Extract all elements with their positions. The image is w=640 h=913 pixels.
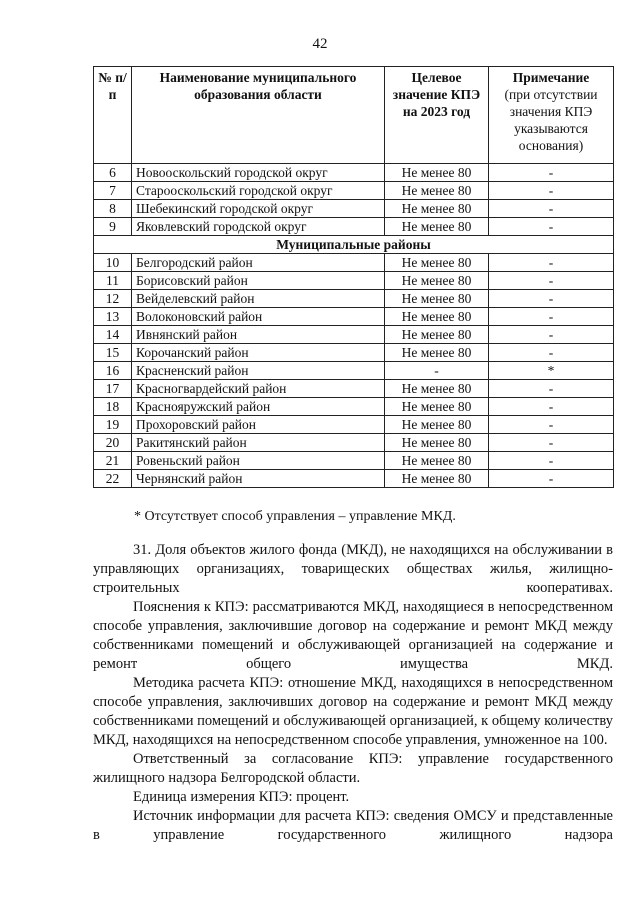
- body-text: [93, 541, 613, 845]
- row-number: 13: [94, 308, 132, 326]
- row-number: 20: [94, 434, 132, 452]
- table-row: [94, 164, 614, 182]
- table-row: [94, 290, 614, 308]
- row-value: Не менее 80: [385, 344, 489, 362]
- row-name: Прохоровский район: [132, 416, 385, 434]
- row-number: 11: [94, 272, 132, 290]
- header-target: Целевое значение КПЭ на 2023 год: [385, 67, 489, 164]
- row-value: Не менее 80: [385, 290, 489, 308]
- row-value: Не менее 80: [385, 200, 489, 218]
- row-value: Не менее 80: [385, 308, 489, 326]
- row-name: Борисовский район: [132, 272, 385, 290]
- row-number: 12: [94, 290, 132, 308]
- paragraph-explanation: Пояснения к КПЭ: рассматриваются МКД, находящиеся в непосредственном способе управления, заключившие договор на содержание и ремонт МКД между собственниками помещений и обслуживающей организацией на содержание и ремонт общего имущества МКД.: [93, 599, 613, 672]
- row-value: Не менее 80: [385, 326, 489, 344]
- row-name: Красногвардейский район: [132, 380, 385, 398]
- header-note-detail: (при отсутствии значения КПЭ указываются основания): [504, 87, 598, 153]
- table-row: [94, 380, 614, 398]
- row-number: 9: [94, 218, 132, 236]
- row-note: -: [489, 254, 614, 272]
- row-name: Яковлевский городской округ: [132, 218, 385, 236]
- table-row: [94, 398, 614, 416]
- row-name: Ровеньский район: [132, 452, 385, 470]
- row-value: Не менее 80: [385, 470, 489, 488]
- row-value: Не менее 80: [385, 452, 489, 470]
- row-note: -: [489, 326, 614, 344]
- row-value: Не менее 80: [385, 182, 489, 200]
- footnote: * Отсутствует способ управления – управление МКД.: [134, 509, 456, 524]
- paragraph-unit: Единица измерения КПЭ: процент.: [133, 789, 350, 805]
- row-value: Не менее 80: [385, 380, 489, 398]
- table-row: [94, 272, 614, 290]
- row-number: 18: [94, 398, 132, 416]
- row-number: 8: [94, 200, 132, 218]
- table-row: [94, 200, 614, 218]
- row-number: 15: [94, 344, 132, 362]
- row-note: -: [489, 308, 614, 326]
- row-number: 22: [94, 470, 132, 488]
- row-value: Не менее 80: [385, 398, 489, 416]
- table-row: [94, 254, 614, 272]
- table-row: [94, 308, 614, 326]
- paragraph-method: Методика расчета КПЭ: отношение МКД, находящихся в непосредственном способе управления, заключивших договор на содержание и ремонт МКД между собственниками помещений и обслуживающей организацией, к общему количеству МКД, находящихся на непосредственном способе управления, умноженное на 100.: [93, 675, 613, 748]
- row-value: Не менее 80: [385, 434, 489, 452]
- header-name: Наименование муниципального образования области: [132, 67, 385, 164]
- paragraph-source: Источник информации для расчета КПЭ: сведения ОМСУ и представленные в управление государственного жилищного надзора: [93, 808, 613, 843]
- paragraph-responsible: Ответственный за согласование КПЭ: управление государственного жилищного надзора Белгородской области.: [93, 751, 613, 786]
- row-note: -: [489, 452, 614, 470]
- row-note: -: [489, 164, 614, 182]
- row-note: -: [489, 470, 614, 488]
- row-value: Не менее 80: [385, 416, 489, 434]
- row-name: Чернянский район: [132, 470, 385, 488]
- header-note: [489, 67, 614, 164]
- row-value: Не менее 80: [385, 254, 489, 272]
- row-note: *: [489, 362, 614, 380]
- row-name: Шебекинский городской округ: [132, 200, 385, 218]
- table-row: [94, 326, 614, 344]
- row-note: -: [489, 218, 614, 236]
- row-note: -: [489, 398, 614, 416]
- section-title: Муниципальные районы: [94, 236, 614, 254]
- row-number: 21: [94, 452, 132, 470]
- table-row: [94, 434, 614, 452]
- row-name: Красненский район: [132, 362, 385, 380]
- row-number: 19: [94, 416, 132, 434]
- row-name: Ивнянский район: [132, 326, 385, 344]
- row-value: -: [385, 362, 489, 380]
- table-row: [94, 470, 614, 488]
- row-note: -: [489, 416, 614, 434]
- table-row: [94, 416, 614, 434]
- row-note: -: [489, 344, 614, 362]
- row-name: Волоконовский район: [132, 308, 385, 326]
- row-note: -: [489, 290, 614, 308]
- row-note: -: [489, 434, 614, 452]
- row-note: -: [489, 182, 614, 200]
- row-name: Новооскольский городской округ: [132, 164, 385, 182]
- row-number: 6: [94, 164, 132, 182]
- table-row: [94, 452, 614, 470]
- row-number: 7: [94, 182, 132, 200]
- row-name: Корочанский район: [132, 344, 385, 362]
- row-name: Старооскольский городской округ: [132, 182, 385, 200]
- row-name: Вейделевский район: [132, 290, 385, 308]
- kpe-table: [93, 66, 614, 488]
- table-row: [94, 218, 614, 236]
- row-name: Краснояружский район: [132, 398, 385, 416]
- row-value: Не менее 80: [385, 218, 489, 236]
- table-row: [94, 362, 614, 380]
- header-num: № п/п: [94, 67, 132, 164]
- row-number: 10: [94, 254, 132, 272]
- header-note-title: Примечание: [512, 70, 590, 85]
- row-note: -: [489, 272, 614, 290]
- row-note: -: [489, 380, 614, 398]
- row-value: Не менее 80: [385, 164, 489, 182]
- section-row: [94, 236, 614, 254]
- row-note: -: [489, 200, 614, 218]
- row-value: Не менее 80: [385, 272, 489, 290]
- row-number: 17: [94, 380, 132, 398]
- row-number: 14: [94, 326, 132, 344]
- row-number: 16: [94, 362, 132, 380]
- paragraph-item-31: 31. Доля объектов жилого фонда (МКД), не находящихся на обслуживании в управляющих организациях, товарищеских обществах жилья, жилищно-строительных кооперативах.: [93, 542, 613, 596]
- row-name: Ракитянский район: [132, 434, 385, 452]
- table-row: [94, 182, 614, 200]
- row-name: Белгородский район: [132, 254, 385, 272]
- page-number: 42: [312, 36, 328, 52]
- table-row: [94, 344, 614, 362]
